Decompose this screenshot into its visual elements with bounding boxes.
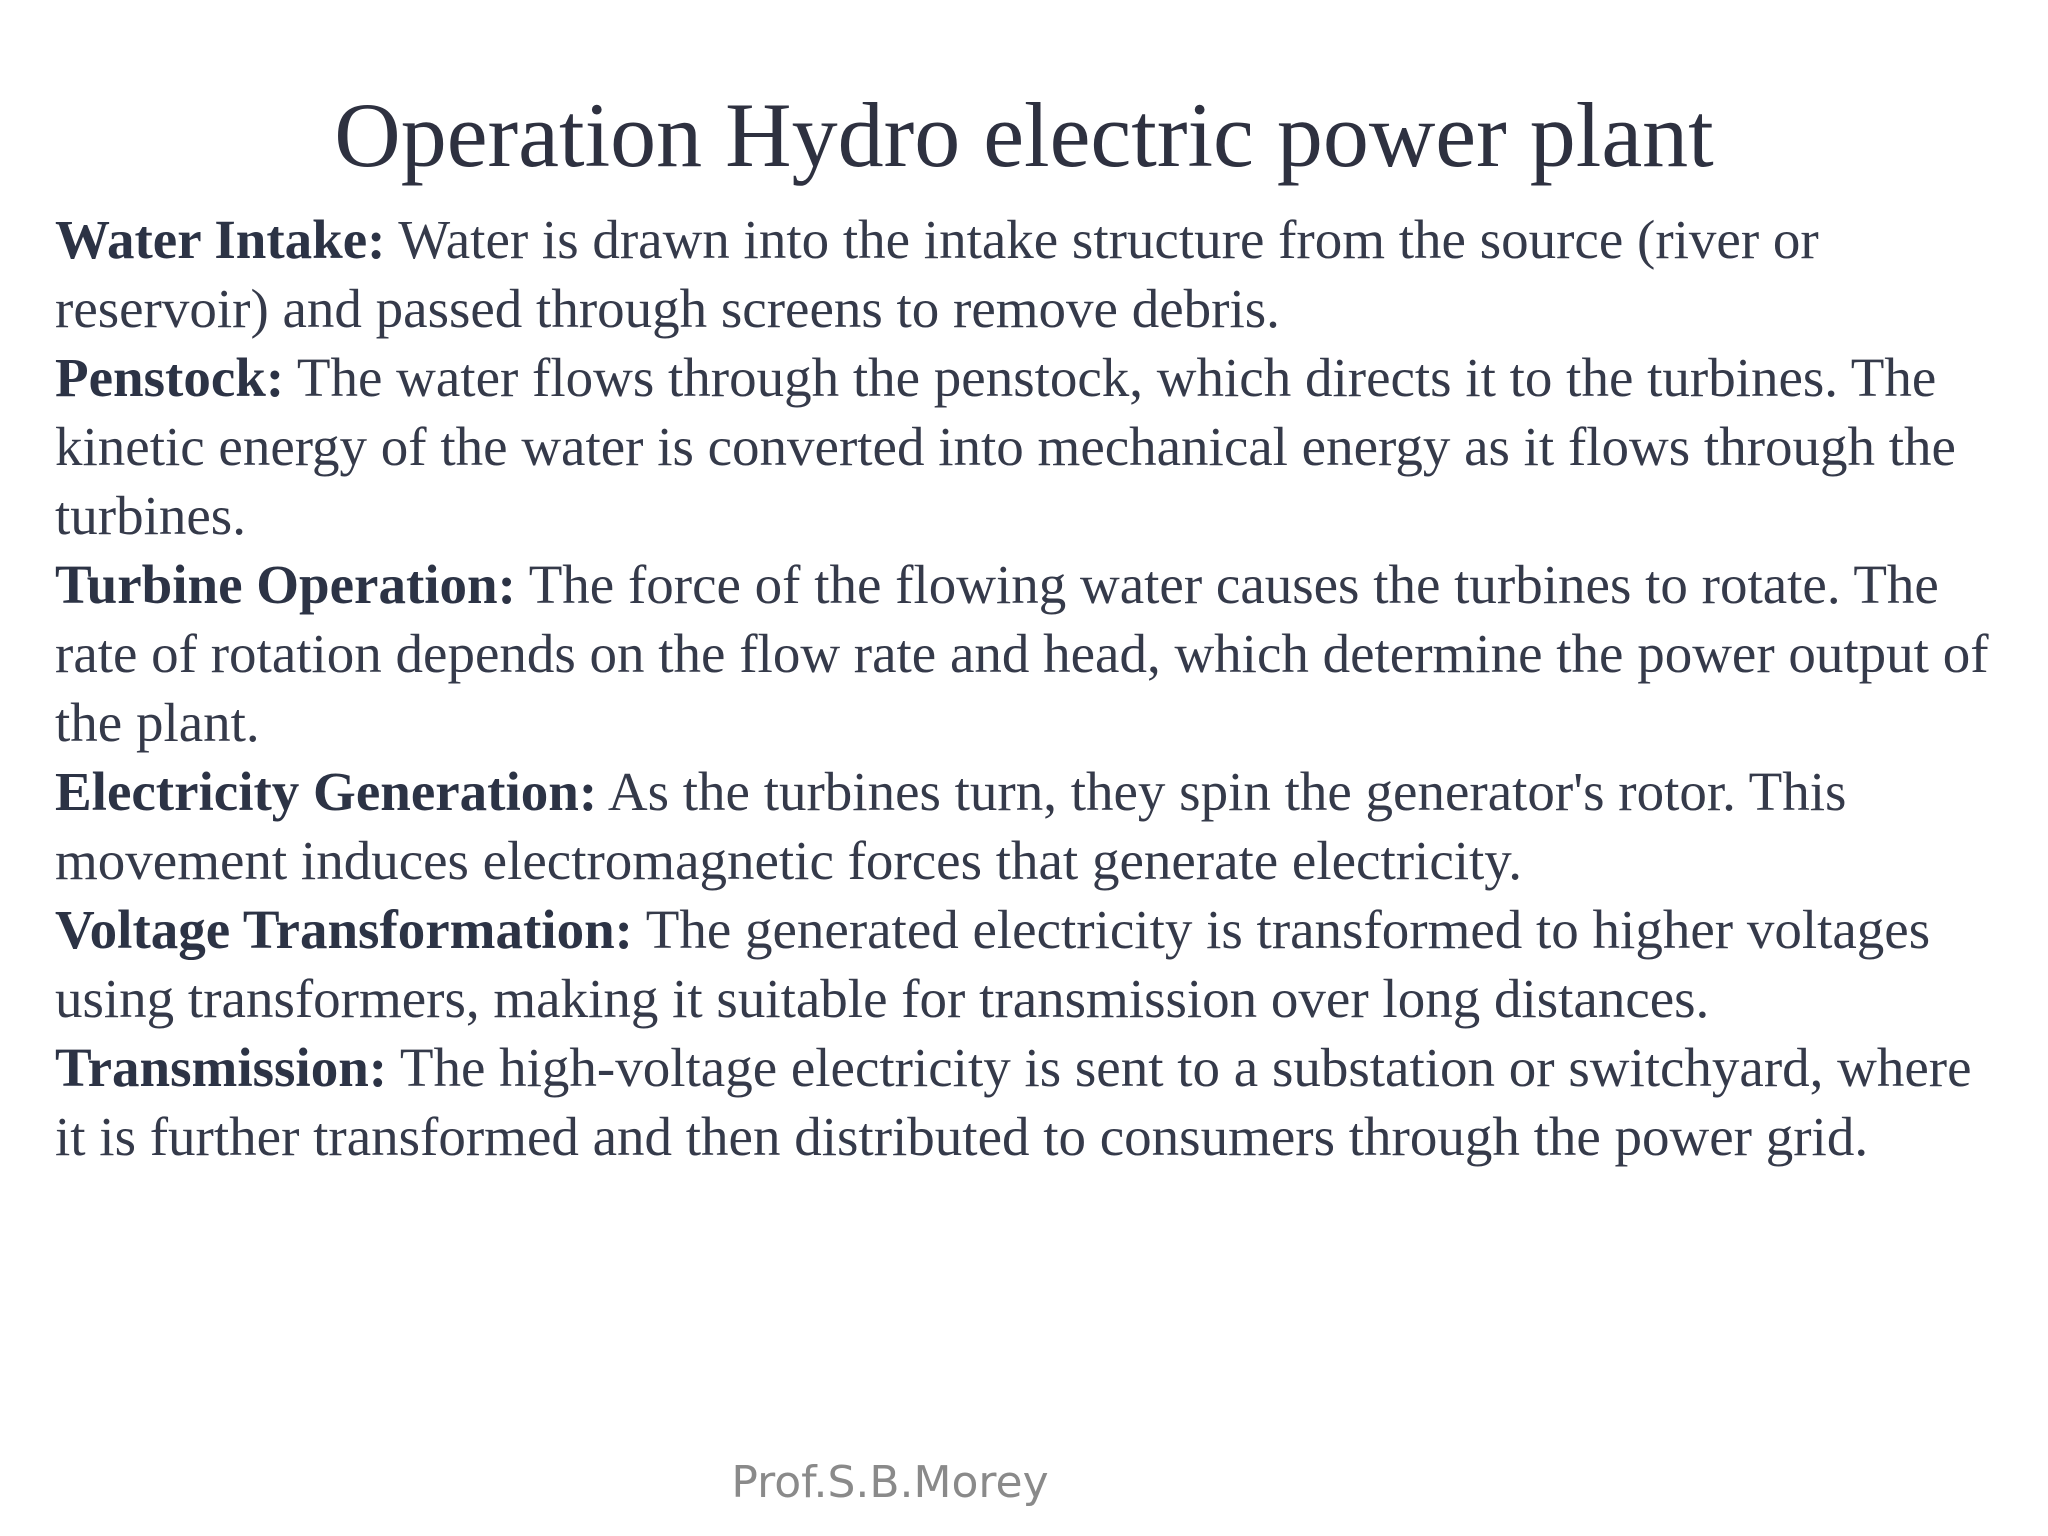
slide-footer: Prof.S.B.Morey (731, 1457, 1049, 1508)
paragraph-penstock (55, 343, 2015, 550)
term-label: Electricity Generation: (55, 761, 598, 822)
slide-title: Operation Hydro electric power plant (334, 84, 1714, 186)
term-label: Water Intake: (55, 209, 386, 270)
paragraph-water-intake (55, 205, 2015, 343)
term-label: Turbine Operation: (55, 554, 516, 615)
paragraph-text: The force of the flowing water causes the turbines to rotate. The rate of rotation depends on the flow rate and head, which determine the power output of the plant. (55, 554, 1989, 753)
paragraph-text: The generated electricity is transformed to higher voltages using transformers, making it suitable for transmission over long distances. (55, 899, 1931, 1029)
slide-body (55, 205, 2015, 1171)
paragraph-text: The high-voltage electricity is sent to a substation or switchyard, where it is further transformed and then distributed to consumers through the power grid. (55, 1037, 1972, 1167)
paragraph-text: The water flows through the penstock, which directs it to the turbines. The kinetic energy of the water is converted into mechanical energy as it flows through the turbines. (55, 347, 1956, 546)
paragraph-voltage-transformation (55, 895, 2015, 1033)
term-label: Voltage Transformation: (55, 899, 633, 960)
paragraph-turbine-operation (55, 550, 2015, 757)
paragraph-text: As the turbines turn, they spin the generator's rotor. This movement induces electromagnetic forces that generate electricity. (55, 761, 1847, 891)
paragraph-electricity-generation (55, 757, 2015, 895)
term-label: Transmission: (55, 1037, 388, 1098)
term-label: Penstock: (55, 347, 285, 408)
paragraph-text: Water is drawn into the intake structure from the source (river or reservoir) and passed through screens to remove debris. (55, 209, 1819, 339)
paragraph-transmission (55, 1033, 2015, 1171)
